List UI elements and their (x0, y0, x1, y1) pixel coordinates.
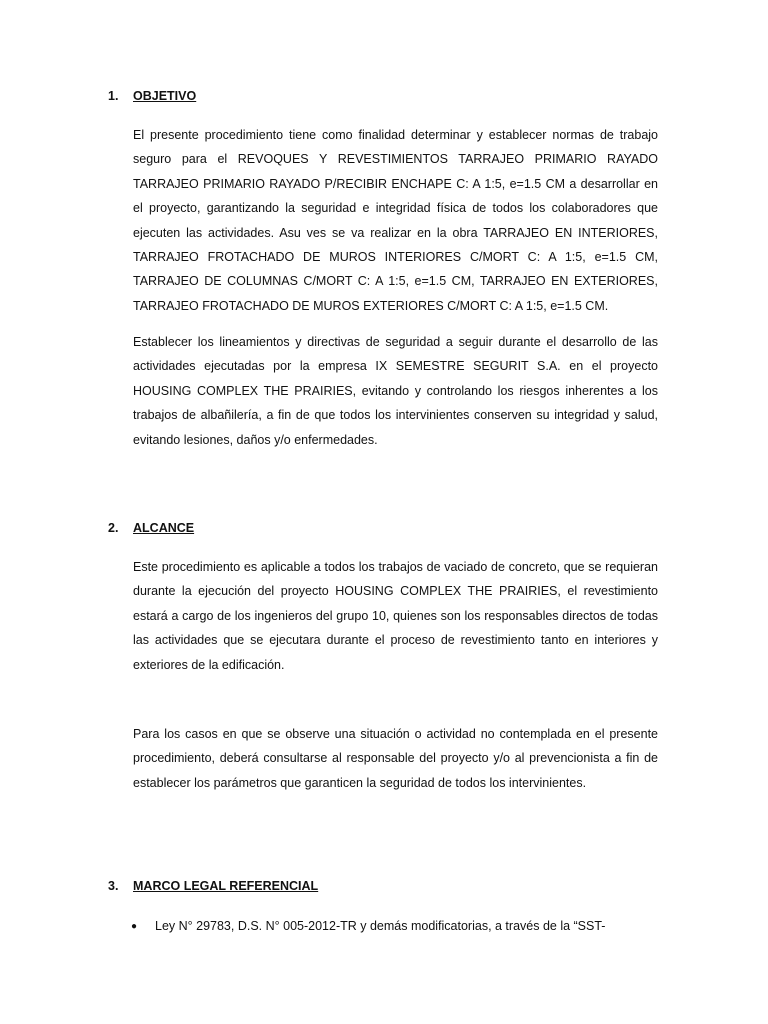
list-item-text: Ley N° 29783, D.S. N° 005-2012-TR y demás modificatorias, a través de la “SST- (155, 919, 606, 933)
section-2-heading (108, 521, 194, 535)
paragraph-objetivo-2: Establecer los lineamientos y directivas de seguridad a seguir durante el desarrollo de las actividades ejecutadas por la empresa IX SEMESTRE SEGURIT S.A. en el proyecto HOUSING COMPLEX THE PRAIRIES, evitando y controlando los riesgos inherentes a los trabajos de albañilería, a fin de que todos los intervinientes conserven su integridad y salud, evitando lesiones, daños y/o enfermedades. (133, 335, 658, 447)
paragraph-alcance-2: Para los casos en que se observe una situación o actividad no contemplada en el presente procedimiento, deberá consultarse al responsable del proyecto y/o al prevencionista a fin de establecer los parámetros que garanticen la seguridad de todos los intervinientes. (133, 727, 658, 790)
section-number: 3. (108, 879, 119, 893)
list-item (131, 919, 605, 933)
section-number: 1. (108, 89, 119, 103)
section-number: 2. (108, 521, 119, 535)
section-title: ALCANCE (133, 521, 195, 535)
bullet-icon: ● (131, 921, 138, 932)
paragraph-alcance-1: Este procedimiento es aplicable a todos los trabajos de vaciado de concreto, que se requieran durante la ejecución del proyecto HOUSING COMPLEX THE PRAIRIES, el revestimiento estará a cargo de los ingenieros del grupo 10, quienes son los responsables directos de todas las actividades que se ejecutara durante el proceso de revestimiento tanto en interiores y exteriores de la edificación. (133, 560, 658, 672)
section-title: MARCO LEGAL REFERENCIAL (133, 879, 319, 893)
section-title: OBJETIVO (133, 89, 197, 103)
paragraph-objetivo-1: El presente procedimiento tiene como finalidad determinar y establecer normas de trabajo seguro para el REVOQUES Y REVESTIMIENTOS TARRAJEO PRIMARIO RAYADO TARRAJEO PRIMARIO RAYADO P/RECIBIR ENCHAPE C: A 1:5, e=1.5 CM a desarrollar en el proyecto, garantizando la seguridad e integridad física de todos los colaboradores que ejecuten las actividades. Asu ves se va realizar en la obra TARRAJEO EN INTERIORES, TARRAJEO FROTACHADO DE MUROS INTERIORES C/MORT C: A 1:5, e=1.5 CM, TARRAJEO DE COLUMNAS C/MORT C: A 1:5, e=1.5 CM, TARRAJEO EN EXTERIORES, TARRAJEO FROTACHADO DE MUROS EXTERIORES C/MORT C: A 1:5, e=1.5 CM. (133, 128, 658, 313)
section-1-heading (108, 89, 196, 103)
section-3-heading (108, 879, 318, 893)
